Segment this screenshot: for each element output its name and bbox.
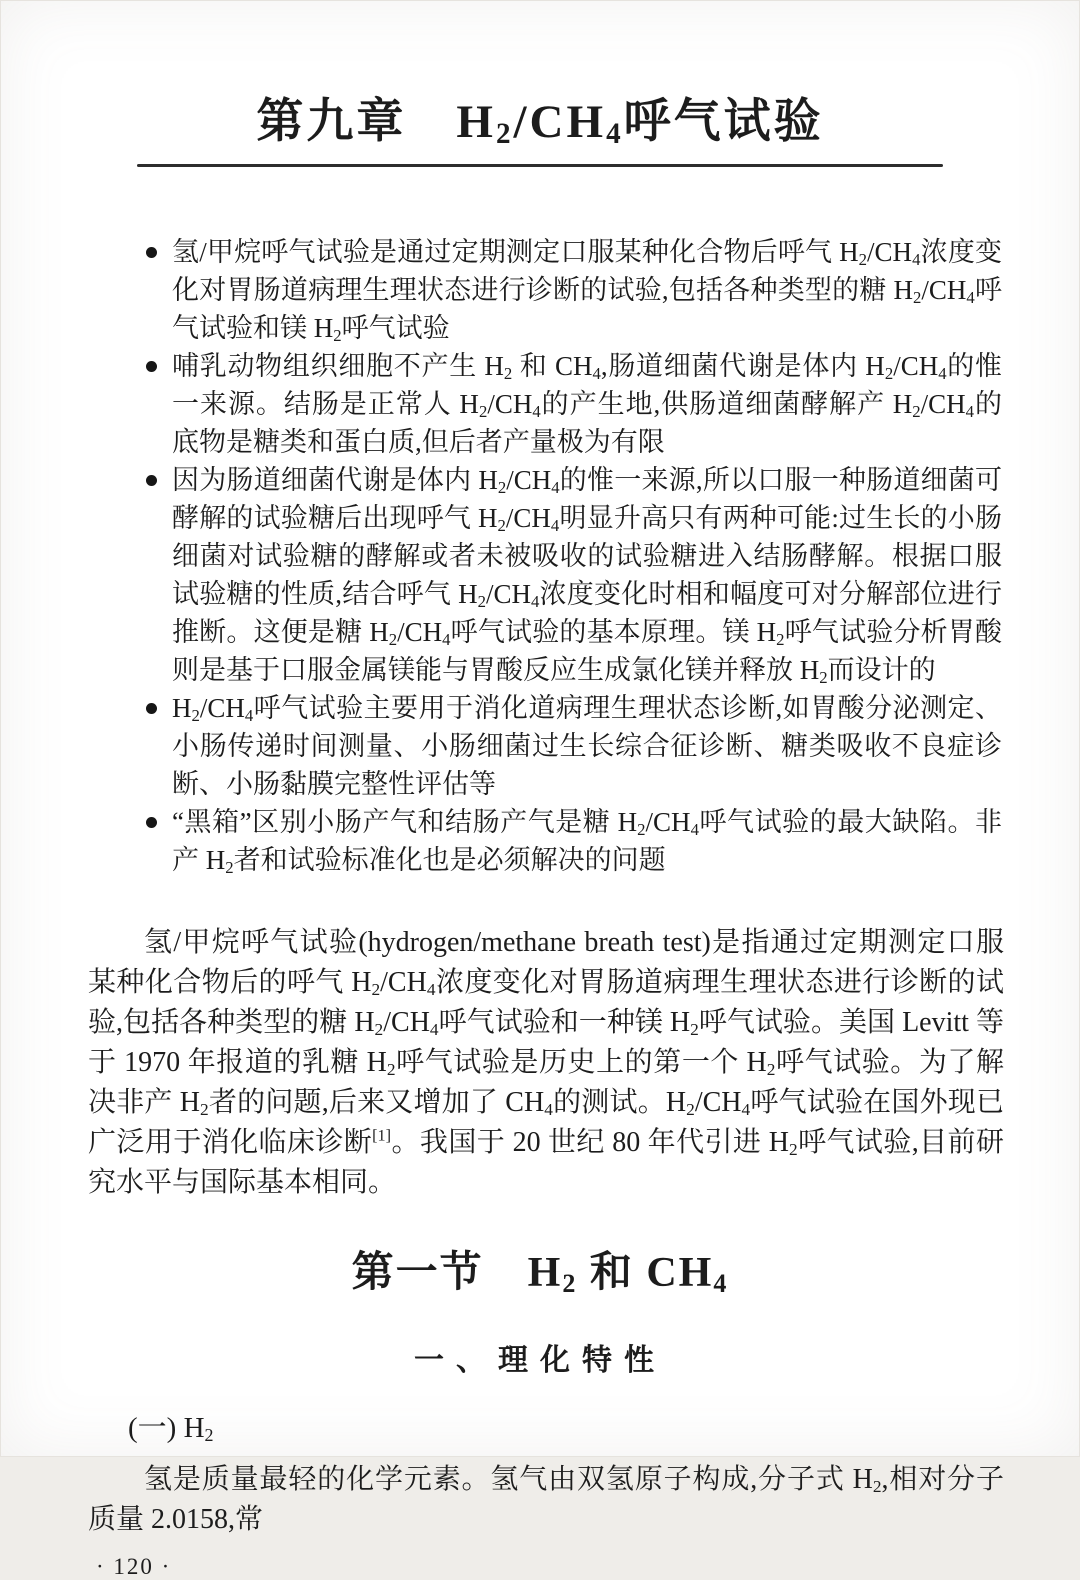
intro-paragraph bbox=[88, 923, 1004, 1203]
summary-bullet-5 bbox=[148, 803, 1002, 879]
summary-bullet-1 bbox=[148, 233, 1002, 347]
summary-bullet-text: $H_2/CH_4$呼气试验主要用于消化道病理生理状态诊断,如胃酸分泌测定、小肠传递时间测量、小肠细菌过生长综合征诊断、糖类吸收不良症诊断、小肠黏膜完整性评估等 bbox=[172, 693, 1002, 800]
bullet-dot-icon bbox=[146, 247, 157, 258]
bullet-dot-icon bbox=[146, 703, 157, 714]
body-paragraph: 氢是质量最轻的化学元素。氢气由双氢原子构成,分子式 $H_2$,相对分子质量 2.0158,常 bbox=[88, 1464, 1004, 1536]
summary-bullet-2 bbox=[148, 347, 1002, 461]
subsection-title: 一、理化特性 bbox=[414, 1344, 666, 1378]
chapter-title: 第九章 $H_2/CH_4$呼气试验 bbox=[256, 96, 824, 151]
bullet-dot-icon bbox=[146, 817, 157, 828]
bullet-dot-icon bbox=[146, 361, 157, 372]
summary-bullet-3 bbox=[148, 461, 1002, 689]
intro-text: 氢/甲烷呼气试验(hydrogen/methane breath test)是指通过定期测定口服某种化合物后的呼气 $H_2/CH_4$浓度变化对胃肠道病理生理状态进行诊断的试验,包括各种类型的糖 $H_2/CH_4$呼气试验和一种镁 $H_2$呼气试验。美国 Levitt 等于 1970 年报道的乳糖 $H_2$呼气试验是历史上的第一个 $H_2$呼气试验。为了解决非产 $H_2$者的问题,后来又增加了 $CH_4$的测试。$H_2/CH_4$呼气试验在国外现已广泛用于消化临床诊断 bbox=[88, 927, 1004, 1159]
summary-bullet-4 bbox=[148, 689, 1002, 803]
summary-bullet-text: 氢/甲烷呼气试验是通过定期测定口服某种化合物后呼气 $H_2/CH_4$浓度变化对胃肠道病理生理状态进行诊断的试验,包括各种类型的糖 $H_2/CH_4$呼气试验和镁 $H_2$呼气试验 bbox=[172, 237, 1003, 346]
item-heading: (一) $H_2$ bbox=[128, 1412, 214, 1446]
bullet-dot-icon bbox=[146, 475, 157, 486]
title-divider bbox=[137, 164, 943, 167]
summary-bullet-text: 哺乳动物组织细胞不产生 $H_2$ 和 $CH_4$,肠道细菌代谢是体内 $H_2/CH_4$的惟一来源。结肠是正常人 $H_2/CH_4$的产生地,供肠道细菌酵解产 $H_2/CH_4$的底物是糖类和蛋白质,但后者产量极为有限 bbox=[172, 351, 1003, 458]
reference-marker: [1] bbox=[372, 1127, 392, 1146]
page-number: · 120 · bbox=[96, 1554, 172, 1580]
section-title: 第一节 $H_2$ 和 $CH_4$ bbox=[351, 1250, 729, 1299]
intro-text-continued: 。我国于 20 世纪 80 年代引进 $H_2$呼气试验,目前研究水平与国际基本相同。 bbox=[88, 1127, 1004, 1199]
summary-bullet-text: “黑箱”区别小肠产气和结肠产气是糖 $H_2/CH_4$呼气试验的最大缺陷。非产 $H_2$者和试验标准化也是必须解决的问题 bbox=[172, 807, 1003, 878]
summary-bullet-text: 因为肠道细菌代谢是体内 $H_2/CH_4$的惟一来源,所以口服一种肠道细菌可酵解的试验糖后出现呼气 $H_2/CH_4$明显升高只有两种可能:过生长的小肠细菌对试验糖的酵解或者未被吸收的试验糖进入结肠酵解。根据口服试验糖的性质,结合呼气 $H_2/CH_4$浓度变化时相和幅度可对分解部位进行推断。这便是糖 $H_2/CH_4$呼气试验的基本原理。镁 $H_2$呼气试验分析胃酸则是基于口服金属镁能与胃酸反应生成氯化镁并释放 $H_2$而设计的 bbox=[172, 465, 1003, 688]
summary-list bbox=[148, 233, 1002, 879]
